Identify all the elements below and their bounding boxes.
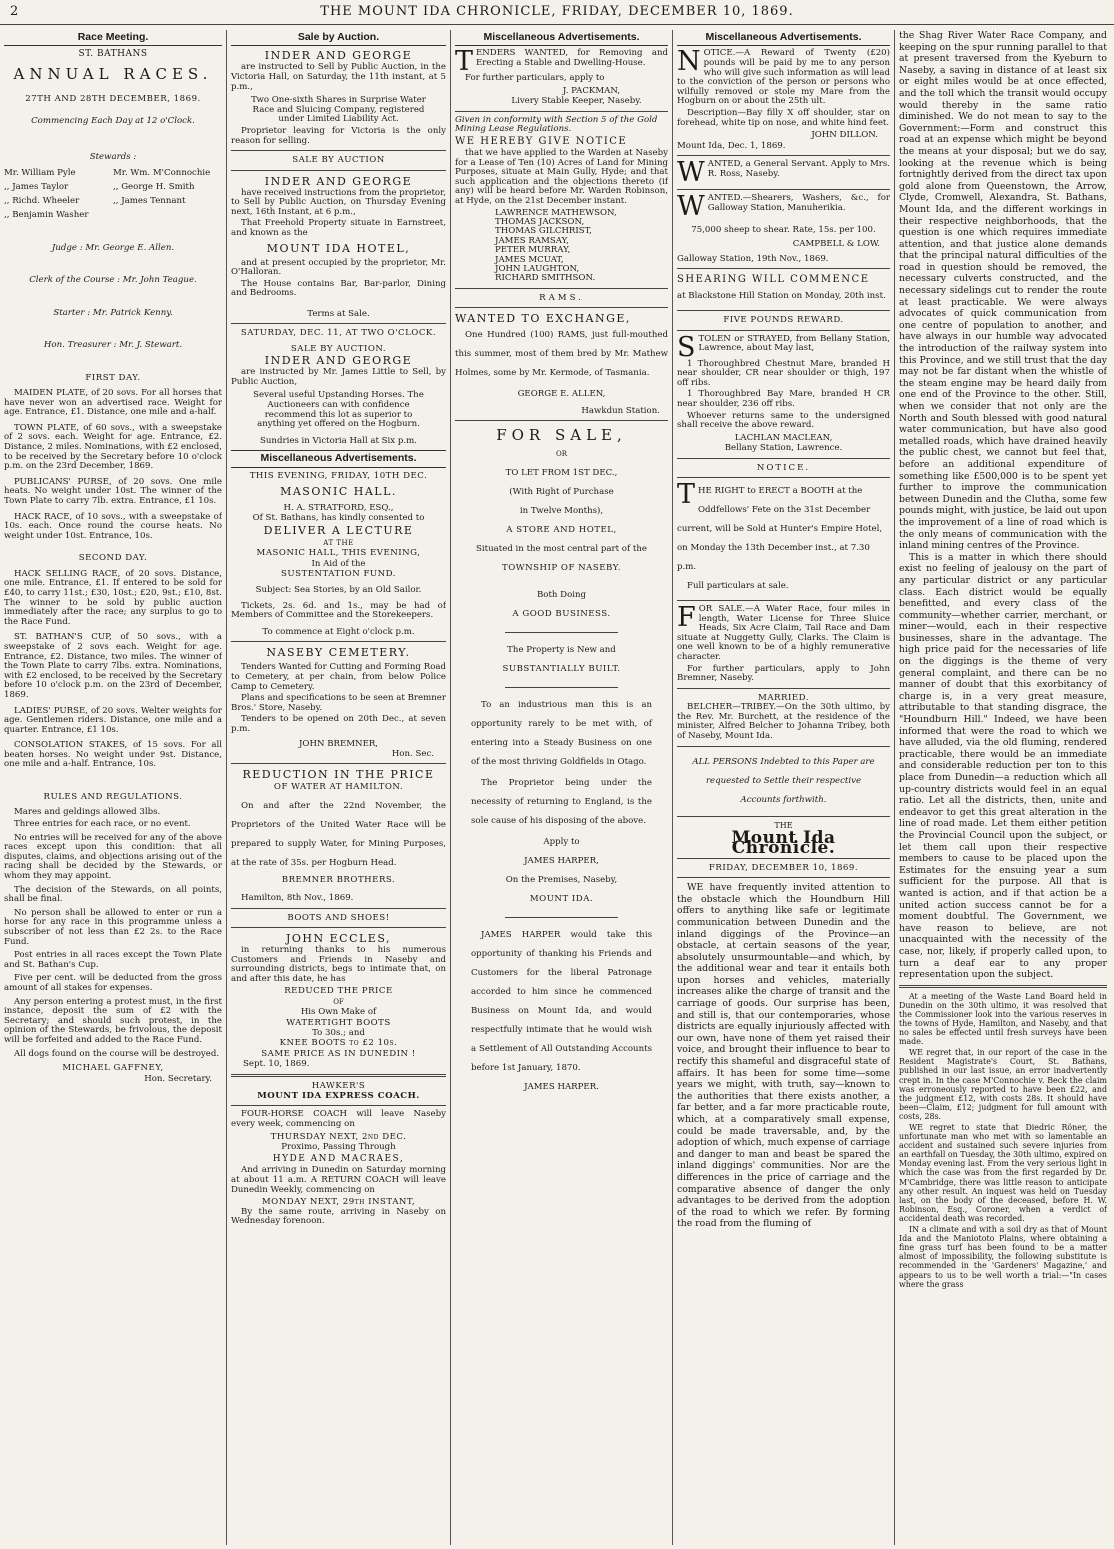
race-entry: TOWN PLATE, of 60 sovs., with a sweepstake of 2 sovs. each. Weight for age. Entrance, £2. Distance, 2 miles. Nominations, with £2 enclosed, to be received by the Secretary before 10 o'clock p.m. on the 23rd December, 1869. (4, 422, 222, 472)
for-sale-town: TOWNSHIP OF NASEBY. (501, 563, 621, 574)
second-day-heading: SECOND DAY. (78, 553, 148, 564)
stolen-return: Whoever returns same to the undersigned shall receive the above reward. (677, 410, 890, 431)
rams-heading: RAMS. (539, 292, 584, 303)
cemetery-title: NASEBY CEMETERY. (266, 646, 411, 660)
dateline: FRIDAY, DECEMBER 10, 1869. (708, 862, 859, 873)
coach-proximo: Proximo, Passing Through (281, 1141, 396, 1152)
reward-signature: JOHN DILLON. (811, 130, 878, 141)
auction-note: Sundries in Victoria Hall at Six p.m. (260, 435, 417, 446)
race-entry: CONSOLATION STAKES, of 15 sovs. For all beaten horses. No weight under 9st. Distance, one mile and a-half. Entrance, 10s. (4, 740, 222, 770)
auction-text: have received instructions from the proprietor, to Sell by Public Auction, on Thursday Evening next, 16th Instant, at 6 p.m., (231, 187, 446, 217)
lecture-deliver: DELIVER A LECTURE (263, 523, 414, 537)
race-title: ANNUAL RACES. (13, 64, 213, 83)
for-sale-both: Both Doing (536, 590, 587, 601)
newspaper-title-line: THE MOUNT IDA CHRONICLE, FRIDAY, DECEMBER 10, 1869. (320, 4, 794, 19)
starter: Starter : Mr. Patrick Kenny. (53, 307, 173, 318)
lecture-subject: Subject: Sea Stories, by an Old Sailor. (255, 585, 422, 596)
news-item: IN a climate and with a soil dry as that of Mount Ida and the Maniototo Plains, where obtaining a fine grass turf has been found to be a matter almost of impossibility, the following substitute is recommended in the 'Gardeners' Magazine,' and appears to us to be well worth a trial:—"In cases where the grass (899, 1225, 1107, 1289)
race-entry: LADIES' PURSE, of 20 sovs. Welter weights for age. Gentlemen riders. Distance, one mile and a quarter. Entrance, £1 10s. (4, 705, 222, 735)
harper-notice: JAMES HARPER would take this opportunity of thanking his Friends and Customers for the liberal Patronage accorded to him since he commenced Business on Mount Ida, and would respectfully intimate that he would wish a Settlement of All Outstanding Accounts before 1st January, 1870. (471, 930, 652, 1074)
signatory: THOMAS JACKSON, (495, 216, 585, 227)
shearers-sheep: 75,000 sheep to shear. Rate, 15s. per 100. (691, 224, 876, 235)
boots-reduced: REDUCED THE PRICE (284, 986, 393, 997)
boots-make: His Own Make of (300, 1007, 377, 1018)
auctioneer-name: INDER AND GEORGE (264, 354, 413, 368)
race-entry: HACK RACE, of 10 sovs., with a sweepstake of 10s. each. Once round the course heats. No weight under 10st. Entrance, 10s. (4, 511, 222, 541)
coach-arrive: And arriving in Dunedin on Saturday morning at about 11 a.m. A RETURN COACH will leave Dunedin Weekly, commencing on (231, 1165, 446, 1195)
boots-text: in returning thanks to his numerous Customers and Friends in Naseby and surrounding districts, begs to intimate that, on and after this date, he has (231, 944, 446, 984)
signatory: JAMES MCUAT, (495, 254, 564, 265)
rams-text: One Hundred (100) RAMS, just full-mouthed this summer, most of them bred by Mr. Mathew Holmes, some by Mr. Kermode, of Tasmania. (455, 330, 668, 379)
race-entry: PUBLICANS' PURSE, of 20 sovs. One mile heats. No weight under 10st. The winner of the Town Plate to carry 7lb. extra. Entrance, £1 10s. (4, 476, 222, 506)
news-item: WE regret that, in our report of the case in the Resident Magistrate's Court, St. Bathans, published in our last issue, an error inadvertently crept in. In the case M'Connochie v. Beck the claim was erroneously reported to have been £22, and the judgment £12, with costs 28s. It should have been—Claim, £12; judgment for full amount with costs, 28s. (899, 1048, 1107, 1121)
for-sale-let: TO LET FROM 1ST DEC., (505, 468, 618, 479)
auction-terms: Terms at Sale. (307, 308, 370, 319)
column-heading: Sale by Auction. (231, 30, 446, 46)
coach-return: By the same route, arriving in Naseby on Wednesday forenoon. (231, 1206, 446, 1227)
auction-text: are instructed to Sell by Public Auction, in the Victoria Hall, on Saturday, the 11th instant, at 5 p.m., (231, 62, 446, 92)
water-race-apply: For further particulars, apply to John Bremner, Naseby. (677, 663, 890, 684)
water-race-sale: FOR SALE.—A Water Race, four miles in length, Water License for Three Sluice Heads, Six Acre Claim, Tail Race and Dam situate at Nuggetty Gully, Clarks. The Claim is one well known to be of a highly remunerative character. (677, 601, 890, 662)
column-misc-ads-2 (677, 30, 890, 1545)
steward: ,, James Tennant (113, 196, 186, 207)
boots-date: Sept. 10, 1869. (243, 1059, 310, 1070)
for-sale-store: A STORE AND HOTEL, (506, 525, 617, 536)
editorial-continued: This is a matter in which there should exist no feeling of jealousy on the part of any particular district or any particular class. Each district would be equally benefitted, and every class of the community—whether carrier, merchant, or miner—would, each in their respective businesses, share in the advantage. The high price paid for the necessaries of life on the diggings is the theme of very general complaint, and there can be no manner of doubt that this exorbitancy of charge is, in a very great measure, attributable to that standing disgrace, the "Houndburn Hill." Indeed, we have been informed that were the road to which we have alluded, via the old fluming, rendered practicable, there would be an immediate and considerable reduction per ton to this place from Dunedin—a reduction which all up-country districts would feel in an equal ratio. Let all the districts, then, unite and endeavor to get this great alteration in the line of road made. Let them either petition the Provincial Council upon the subject, or let them call upon their respective members to cause to be placed upon the Estimates for the ensuing year a sum sufficient for the purpose. All that is wanted is action, and if that action be a united action success cannot be for a moment doubtful. The Government, we have reason to believe, are not unacquainted with the necessity of the case, nor, likely, if properly called upon, to turn a deaf ear to any proper representation upon the subject. (899, 551, 1107, 981)
treasurer: Hon. Treasurer : Mr. J. Stewart. (43, 340, 183, 351)
signatory: JAMES RAMSAY, (495, 235, 569, 246)
tender-name: J. PACKMAN, (562, 86, 621, 96)
five-pounds-heading: FIVE POUNDS REWARD. (723, 315, 844, 326)
lecture-at: AT THE (323, 538, 354, 547)
rule: The decision of the Stewards, on all points, shall be final. (4, 884, 222, 905)
tender-title: Livery Stable Keeper, Naseby. (511, 96, 642, 107)
race-town: ST. BATHANS (78, 49, 148, 60)
married-heading: MARRIED. (758, 692, 809, 703)
auction-item: Several useful Upstanding Horses. The Auctioneers can with confidence recommend this lot as superior to anything yet offered on the Hogburn. (253, 390, 424, 430)
for-sale-reason: The Proprietor being under the necessity of returning to England, is the sole cause of his disposing of the above. (471, 778, 652, 827)
page-number: 2 (10, 4, 19, 19)
notice-text: that we have applied to the Warden at Naseby for a Lease of Ten (10) Acres of Land for Mining Purposes, situate at Main Gully, Hyde; and that such application and the objections thereto (if any) will be heard before Mr. Warden Robinson, at Hyde, on the 21st December instant. (455, 148, 668, 206)
column-heading: Miscellaneous Advertisements. (455, 30, 668, 46)
booth-particulars: Full particulars at sale. (687, 580, 789, 591)
rule: Five per cent. will be deducted from the gross amount of all stakes for expenses. (4, 973, 222, 993)
for-sale-property: The Property is New and (507, 645, 616, 656)
booth-text: THE RIGHT to ERECT a BOOTH at the Oddfellows' Fete on the 31st December current, will be Sold at Hunter's Empire Hotel, on Monday the 13th December inst., at 7.30 p.m. (677, 478, 883, 572)
signatory: LAWRENCE MATHEWSON, (495, 207, 617, 218)
for-sale-situated: Situated in the most central part of the (476, 544, 647, 555)
shearers-signature: CAMPBELL & LOW. (792, 239, 880, 250)
water-price-title: REDUCTION IN THE PRICE (242, 768, 435, 782)
tender-text: TENDERS WANTED, for Removing and Erecting a Stable and Dwelling-House. (455, 46, 668, 78)
coach-title: MOUNT IDA EXPRESS COACH. (257, 1090, 420, 1101)
lecture-venue-title: MASONIC HALL. (280, 484, 397, 498)
rams-place: Hawkdun Station. (581, 405, 660, 416)
reward-notice: NOTICE.—A Reward of Twenty (£20) pounds will be paid by me to any person who will give such information as will lead to the conviction of the person or persons who wilfully removed or stole my Mare from the Hogburn on or about the 25th ult. (677, 46, 890, 107)
first-day-heading: FIRST DAY. (85, 372, 141, 383)
steward: Mr. William Pyle (4, 168, 76, 179)
masthead-the: THE (774, 820, 793, 830)
rule: No entries will be received for any of the above races except upon this condition: that all disputes, claims, and objections arising out of the racing shall be decided by the Stewards, or whom they may appoint. (4, 832, 222, 882)
masthead: Mount Ida Chronicle. (731, 827, 836, 859)
stolen-horse: 1 Thoroughbred Bay Mare, branded H CR near shoulder, 236 off ribs. (677, 389, 890, 409)
auctioneer-name: INDER AND GEORGE (264, 49, 413, 63)
lecture-time: To commence at Eight o'clock p.m. (262, 626, 415, 637)
water-price-subtitle: OF WATER AT HAMILTON. (273, 782, 404, 793)
reward-place: Mount Ida, Dec. 1, 1869. (677, 140, 786, 151)
married-notice: BELCHER—TRIBEY.—On the 30th ultimo, by the Rev. Mr. Burchett, at the residence of the minister, Alfred Belcher to Johanna Tribey, both of Naseby, Mount Ida. (677, 702, 890, 741)
clerk-of-course: Clerk of the Course : Mr. John Teague. (29, 275, 197, 286)
rule: All dogs found on the course will be destroyed. (14, 1048, 220, 1059)
column-rule (894, 30, 895, 1545)
race-entry: HACK SELLING RACE, of 20 sovs. Distance, one mile. Entrance, £1. If entered to be sold for £40, to carry 11st.; £30, 10st.; £20, 9st.; £10, 8st. The winner to be sold by public auction immediately after the race; any surplus to go to the Race Fund. (4, 568, 222, 627)
rams-signature: GEORGE E. ALLEN, (517, 389, 606, 400)
column-heading: Miscellaneous Advertisements. (231, 450, 446, 467)
column-sale-by-auction (231, 30, 446, 1545)
column-rule (672, 30, 673, 1545)
boots-price: To 30s.; and (312, 1027, 365, 1038)
race-entry: MAIDEN PLATE, of 20 sovs. For all horses that have never won an advertised race. Weight for age. Entrance, £1. Distance, one mile and a-half. (4, 388, 222, 418)
for-sale-apply: Apply to (543, 837, 580, 848)
section-heading: SALE BY AUCTION. (290, 343, 387, 354)
boots-knee: KNEE BOOTS to £2 10s. (279, 1038, 398, 1049)
signatory: PETER MURRAY, (495, 245, 571, 256)
for-sale-opportunity: To an industrious man this is an opportunity rarely to be met with, of entering into a Steady Business on one of the most thriving Goldfields in Otago. (471, 700, 652, 768)
column-rule (450, 30, 451, 1545)
column-misc-ads-1 (455, 30, 668, 1545)
rule: Three entries for each race, or no event. (14, 819, 191, 830)
lecture-consent: Of St. Bathans, has kindly consented to (252, 513, 425, 524)
shearing-title: SHEARING WILL COMMENCE (677, 274, 870, 286)
column-heading: Race Meeting. (4, 30, 222, 46)
for-sale-built: SUBSTANTIALLY BUILT. (502, 664, 621, 675)
for-sale-name: JAMES HARPER, (524, 856, 599, 867)
for-sale-or: OR (555, 450, 567, 459)
boots-same-price: SAME PRICE AS IN DUNEDIN ! (261, 1048, 416, 1059)
for-sale-title: FOR SALE, (496, 426, 627, 445)
race-entry: ST. BATHAN'S CUP, of 50 sovs., with a sweepstake of 2 sovs each. Weight for age. Entrance, £2. Distance, two miles. The winner of the Town Plate to carry 7lbs. extra. Nominations, with £2 enclosed, to be received by the Secretary before 10 o'clock p.m. on the 23rd of December, 1869. (4, 632, 222, 700)
stolen-text: STOLEN or STRAYED, from Bellany Station, Lawrence, about May last, (677, 331, 890, 363)
auction-item: and at present occupied by the proprietor, Mr. O'Halloran. (231, 257, 446, 278)
rule: Mares and geldings allowed 3lbs. (14, 807, 161, 818)
stewards-heading: Stewards : (89, 151, 137, 162)
tender-apply: For further particulars, apply to (465, 73, 605, 84)
shearing-text: at Blackstone Hill Station on Monday, 20th inst. (677, 291, 886, 302)
signatory: THOMAS GILCHRIST, (495, 226, 592, 237)
auction-item: The House contains Bar, Bar-parlor, Dining and Bedrooms. (231, 278, 446, 299)
bootmaker-name: JOHN ECCLES, (286, 931, 391, 945)
auction-item: Two One-sixth Shares in Surprise Water Race and Sluicing Company, registered under Limited Liability Act. (251, 95, 426, 125)
secretary-name: MICHAEL GAFFNEY, (62, 1063, 164, 1074)
auctioneer-name: INDER AND GEORGE (264, 174, 413, 188)
column-race-meeting (4, 30, 222, 1545)
auction-note: Proprietor leaving for Victoria is the only reason for selling. (231, 125, 446, 146)
for-sale-ida: MOUNT IDA. (529, 894, 594, 905)
news-item: WE regret to state that Diedric Röner, the unfortunate man who met with so lamentable an accident and sustained such severe injuries from an earthfall on Tuesday, the 30th ultimo, expired on Monday evening last. From the very serious light in which the case was from the first regarded by Dr. M'Cambridge, there was little reason to anticipate any other result. An inquest was held on Tuesday last, on the body of the deceased, before H. W. Robinson, Esq., Coroner, when a verdict of accidental death was recorded. (899, 1123, 1107, 1223)
for-sale-right: (With Right of Purchase (509, 487, 614, 498)
auction-text: are instructed by Mr. James Little to Sell, by Public Auction, (231, 367, 446, 387)
stolen-horse: 1 Thoroughbred Chestnut Mare, branded H near shoulder, CR near shoulder or thigh, 197 off ribs. (677, 358, 890, 388)
secretary-title: Hon. Secretary. (144, 1073, 212, 1084)
race-dates: 27TH AND 28TH DECEMBER, 1869. (25, 93, 201, 104)
editorial-continued: the Shag River Water Race Company, and keeping on the spur running parallel to that at present traversed from the Kyeburn to Naseby, a saving in distance of at least six or eight miles would be at once effected, and the toll which the transit would occupy would thereby in the same ratio diminished. We do not mean to say to the Government:—Form and construct this road at an expense which might be beyond the means at your disposal; but we do say, looking at the revenue which is being fortnightly derived from the direct tax upon gold alone from Queenstown, the Arrow, Clyde, Cromwell, Alexandra, St. Bathans, Mount Ida, and the different workings in their respective neighborhoods, that the question is one which requires immediate attention, and that justice alone demands that the principal natural difficulties of the road in question should be removed, the necessary culverts constructed, and the necessary sidelings cut to render the route at least practicable. We were always advocates of quick communication from one centre of population to another, and have always in our humble way advocated the introduction of the railway system into this Province, and we still trust that the day may not be far distant when the whistle of the steam engine may be heard daily from one end of the Province to the other. Still, when we consider that not only are the North and South blessed with good natural water communication, but have also good metalled roads, which have drained heavily the public chest, we cannot but feel that, before an additional expenditure of something like £500,000 is to be spent yet further to improve the communication between Dunedin and the Clutha, some few pounds might, with justice, be laid out upon the improvement of a line of road which is the only means of communication with the inland mining centres of the Province. (899, 30, 1107, 552)
lecture-fund: SUSTENTATION FUND. (280, 568, 396, 579)
water-price-date: Hamilton, 8th Nov., 1869. (241, 893, 354, 904)
coach-heading: HAWKER'S (311, 1080, 366, 1091)
notice-signatories (455, 209, 668, 284)
coach-day: THURSDAY NEXT, 2nd DEC. (270, 1131, 407, 1142)
steward: ,, George H. Smith (113, 182, 195, 193)
steward: ,, Richd. Wheeler (4, 196, 80, 207)
booth-heading: NOTICE. (756, 462, 811, 473)
lecture-aid: In Aid of the (311, 558, 366, 569)
cemetery-plans: Plans and specifications to be seen at Bremner Bros.' Store, Naseby. (231, 693, 446, 713)
shearers-date: Galloway Station, 19th Nov., 1869. (677, 253, 829, 264)
harper-signature: JAMES HARPER. (524, 1082, 599, 1093)
editorial: WE have frequently invited attention to the obstacle which the Houndburn Hill offers to anything like safe or legitimate communication between Dunedin and the inland diggings of the Province—an obstacle, at certain seasons of the year, absolutely unsurmountable—and which, by the additional wear and tear it entails both upon horses and vehicles, materially increases alike the charge of transit and the carriage of goods. Our surprise has been, and still is, that our contemporaries, whose districts are equally injuriously affected with our own, have none of them yet raised their voice, and brought their influence to bear to rectify this shameful and disgraceful state of affairs. It has been for some time—some years we might, with truth, say—known to the authorities that there exists another, a far better, and a far more practicable route, which, at a comparatively small expense, could be made traversable, and, by the adoption of which, much expense of carriage and danger to man and beast be spared the inland diggings' communities. Nor are the differences in the price of carriage and the comparative absence of danger the only advantages to be derived from the adoption of the road to which we refer. By forming the road from the fluming of (677, 882, 890, 1230)
steward: ,, James Taylor (4, 182, 69, 193)
rule: Post entries in all races except the Town Plate and St. Bathan's Cup. (4, 950, 222, 970)
auction-item: That Freehold Property situate in Earnstreet, and known as the (231, 218, 446, 238)
column-rule (226, 30, 227, 1545)
rules-heading: RULES AND REGULATIONS. (43, 792, 183, 803)
cemetery-tenders: Tenders to be opened on 20th Dec., at seven p.m. (231, 714, 446, 734)
boots-watertight: WATERTIGHT BOOTS (286, 1017, 391, 1028)
for-sale-months: in Twelve Months), (519, 506, 604, 517)
coach-route: HYDE AND MACRAES, (272, 1154, 405, 1165)
steward: Mr. Wm. M'Connochie (113, 168, 211, 179)
water-price-text: On and after the 22nd November, the Proprietors of the United Water Race will be prepared to supply Water, for Mining Purposes, at the rate of 35s. per Hogburn Head. (231, 800, 446, 868)
accounts-notice: ALL PERSONS Indebted to this Paper are requested to Settle their respective Accounts forthwith. (692, 756, 875, 805)
for-sale-premises: On the Premises, Naseby, (505, 875, 618, 886)
race-start-time: Commencing Each Day at 12 o'Clock. (31, 116, 195, 127)
judge: Judge : Mr. George E. Allen. (51, 243, 175, 254)
rule: No person shall be allowed to enter or run a horse for any race in this programme unless a subscriber of not less than £2 2s. to the Race Fund. (4, 907, 222, 947)
rams-title: WANTED TO EXCHANGE, (455, 312, 631, 326)
column-heading: Miscellaneous Advertisements. (677, 30, 890, 46)
lecture-venue: MASONIC HALL, THIS EVENING, (256, 548, 421, 559)
water-price-signature: BREMNER BROTHERS. (281, 874, 396, 885)
steward: ,, Benjamin Washer (4, 210, 89, 221)
reward-description: Description—Bay filly X off shoulder, star on forehead, white tip on nose, and white hind feet. (677, 107, 890, 128)
servant-ad: WANTED, a General Servant. Apply to Mrs. R. Ross, Naseby. (677, 156, 890, 188)
section-heading: SALE BY AUCTION (292, 155, 385, 166)
cemetery-signature: JOHN BREMNER, (298, 738, 379, 749)
notice-heading: Given in conformity with Section 5 of the Gold Mining Lease Regulations. (455, 114, 658, 135)
running-head (0, 4, 1114, 25)
column-editorial (899, 30, 1107, 1545)
coach-monday: MONDAY NEXT, 29th INSTANT, (261, 1197, 416, 1208)
boots-of: OF (333, 997, 344, 1006)
stewards-list (4, 166, 222, 222)
boots-heading: BOOTS AND SHOES! (287, 912, 390, 923)
signatory: RICHARD SMITHSON. (495, 273, 596, 284)
cemetery-signature-title: Hon. Sec. (391, 748, 434, 759)
lecture-date: THIS EVENING, FRIDAY, 10TH DEC. (249, 470, 428, 481)
lecture-tickets: Tickets, 2s. 6d. and 1s., may be had of Members of Committee and the Storekeepers. (231, 600, 446, 621)
hotel-name: MOUNT IDA HOTEL, (266, 241, 411, 255)
stolen-place: Bellany Station, Lawrence. (724, 443, 843, 454)
lecture-speaker: H. A. STRATFORD, ESQ., (283, 502, 394, 513)
news-item: At a meeting of the Waste Land Board held in Dunedin on the 30th ultimo, it was resolved that the Commissioner look into the various reserves in the towns of Hyde, Hamilton, and Naseby, and that no sales be effected until fresh surveys have been made. (899, 991, 1107, 1047)
for-sale-good: A GOOD BUSINESS. (512, 609, 611, 620)
shearers-ad: WANTED.—Shearers, Washers, &c., for Galloway Station, Manuherikia. (677, 190, 890, 222)
auction-date: SATURDAY, DEC. 11, AT TWO O'CLOCK. (240, 328, 437, 339)
rule: Any person entering a protest must, in the first instance, deposit the sum of £2 with the Secretary; and should such protest, in the opinion of the Stewards, be frivolous, the deposit will be forfeited and added to the Race Fund. (4, 996, 222, 1045)
signatory: JOHN LAUGHTON, (495, 264, 580, 274)
notice-title: WE HEREBY GIVE NOTICE (455, 136, 628, 147)
stolen-signature: LACHLAN MACLEAN, (734, 432, 833, 443)
cemetery-text: Tenders Wanted for Cutting and Forming Road to Cemetery, at per chain, from below Police Camp to Cemetery. (231, 662, 446, 692)
coach-text: FOUR-HORSE COACH will leave Naseby every week, commencing on (231, 1109, 446, 1129)
